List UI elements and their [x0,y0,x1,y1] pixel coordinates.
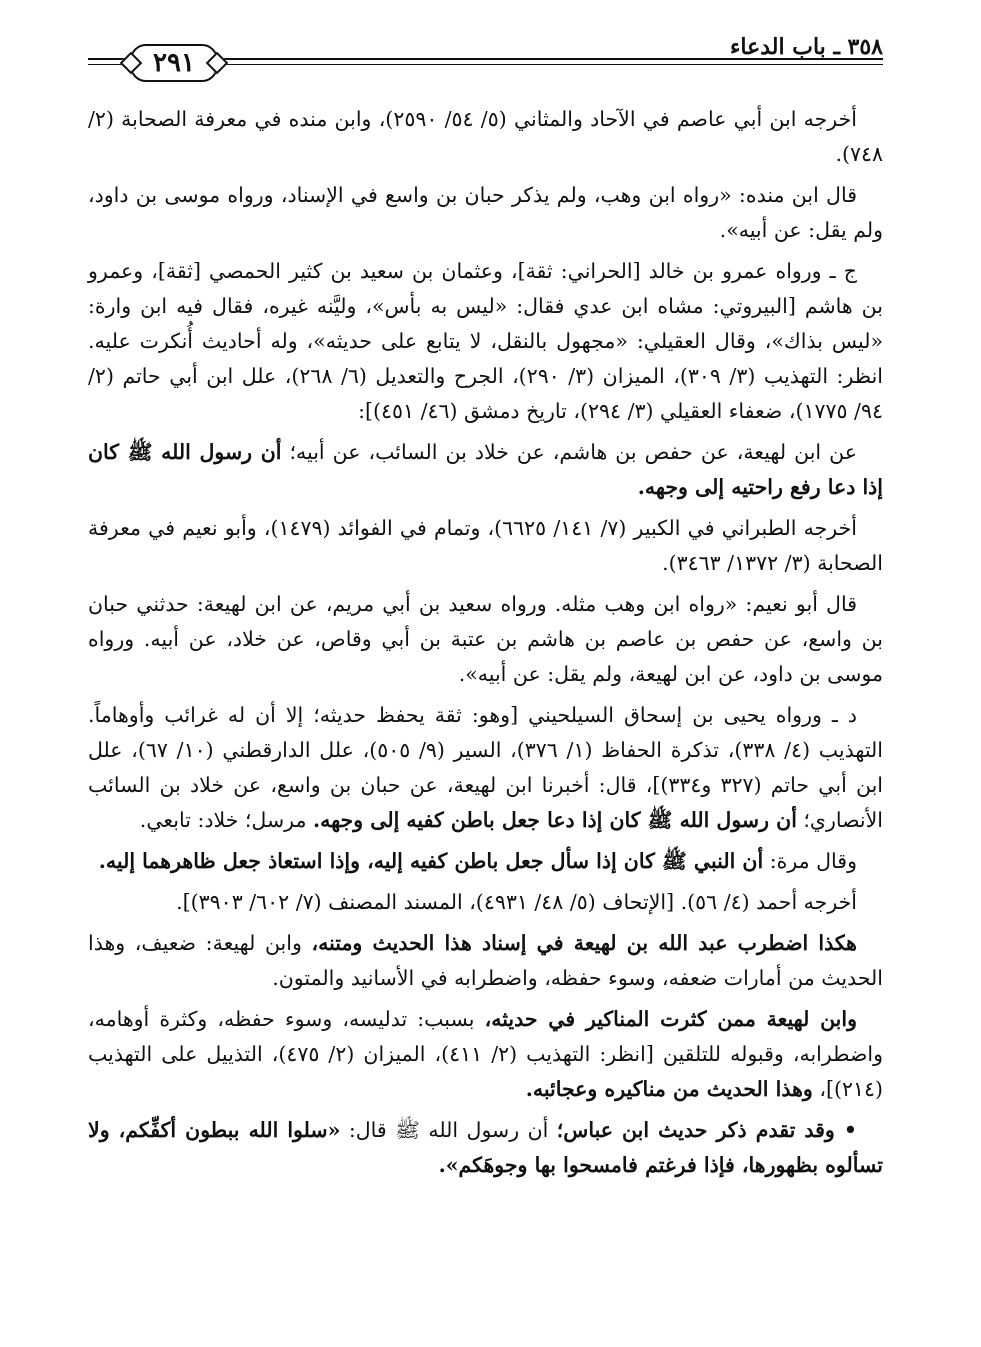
paragraph [88,698,883,838]
bold-text-segment: وهذا الحديث من مناكيره وعجائبه. [525,1077,813,1101]
bold-text-segment: • وقد تقدم ذكر حديث ابن عباس؛ [556,1118,857,1142]
paragraph [88,102,883,172]
paragraph [88,844,883,879]
text-segment: أن رسول الله ﷺ قال: [340,1118,557,1142]
paragraph [88,254,883,429]
text-segment: قال أبو نعيم: «رواه ابن وهب مثله. ورواه سعيد بن أبي مريم، عن ابن لهيعة: حدثني حبان بن واسع، عن حفص بن عاصم بن هاشم بن عتبة بن أبي وقاص، عن خلاد، عن أبيه. ورواه موسى بن داود، عن ابن لهيعة، ولم يقل: عن أبيه». [88,592,883,686]
bold-text-segment: أن رسول الله ﷺ كان إذا دعا جعل باطن كفيه إلى وجهه. [312,808,797,832]
paragraph [88,1002,883,1107]
text-segment: وقال مرة: [763,849,857,873]
page-header [88,30,883,90]
page-number: ٢٩١ [153,48,195,78]
text-segment: عن ابن لهيعة، عن حفص بن هاشم، عن خلاد بن السائب، عن أبيه؛ [281,440,857,464]
bold-text-segment: وابن لهيعة ممن كثرت المناكير في حديثه، [484,1007,857,1031]
paragraph [88,1113,883,1183]
paragraph [88,926,883,996]
text-segment: أخرجه ابن أبي عاصم في الآحاد والمثاني (٥/ ٥٤/ ٢٥٩٠)، وابن منده في معرفة الصحابة (٢/ ٧٤٨). [88,107,883,166]
main-text [88,102,883,1189]
paragraph [88,511,883,581]
paragraph [88,435,883,505]
text-segment: أخرجه الطبراني في الكبير (٧/ ١٤١/ ٦٦٢٥)، وتمام في الفوائد (١٤٧٩)، وأبو نعيم في معرفة الصحابة (٣/ ١٣٧٢/ ٣٤٦٣). [88,516,883,575]
text-segment: د ـ ورواه يحيى بن إسحاق السيلحيني [وهو: ثقة يحفظ حديثه؛ إلا أن له غرائب وأوهاماً. التهذيب (٤/ ٣٣٨)، تذكرة الحفاظ (١/ ٣٧٦)، السير (٩/ ٥٠٥)، علل الدارقطني (١٠/ ٦٧)، علل ابن أبي حاتم (٣٢٧ و٣٣٤)]، قال: أخبرنا ابن لهيعة، عن حبان بن واسع، عن خلاد بن السائب الأنصاري؛ [88,703,883,832]
text-segment: قال ابن منده: «رواه ابن وهب، ولم يذكر حبان بن واسع في الإسناد، ورواه موسى بن داود، ولم يقل: عن أبيه». [88,183,883,242]
bold-text-segment: «سلوا الله ببطون أكفِّكم، ولا تسألوه بظهورها، فإذا فرغتم فامسحوا بها وجوهَكم». [88,1118,883,1177]
text-segment: أخرجه أحمد (٤/ ٥٦). [الإتحاف (٥/ ٤٨/ ٤٩٣١)، المسند المصنف (٧/ ٦٠٢/ ٣٩٠٣)]. [176,890,857,914]
paragraph [88,587,883,692]
running-title: ٣٥٨ ـ باب الدعاء [730,34,883,60]
bold-text-segment: أن رسول الله ﷺ كان إذا دعا رفع راحتيه إلى وجهه. [88,440,883,499]
text-segment: مرسل؛ خلاد: تابعي. [139,808,313,832]
text-segment: بسبب: تدليسه، وسوء حفظه، وكثرة أوهامه، واضطرابه، وقبوله للتلقين [انظر: التهذيب (٢/ ٤١١)، الميزان (٢/ ٤٧٥)، التذييل على التهذيب (٢١٤)]، [88,1007,883,1101]
paragraph [88,178,883,248]
bold-text-segment: أن النبي ﷺ كان إذا سأل جعل باطن كفيه إليه، وإذا استعاذ جعل ظاهرهما إليه. [98,849,764,873]
text-segment: ج ـ ورواه عمرو بن خالد [الحراني: ثقة]، وعثمان بن سعيد بن كثير الحمصي [ثقة]، وعمرو بن هاشم [البيروتي: مشاه ابن عدي فقال: «ليس به بأس»، وليَّنه غيره، فقال فيه ابن وارة: «ليس بذاك»، وقال العقيلي: «مجهول بالنقل، لا يتابع على حديثه»، وله أحاديث أُنكرت عليه. انظر: التهذيب (٣/ ٣٠٩)، الميزان (٣/ ٢٩٠)، الجرح والتعديل (٦/ ٢٦٨)، علل ابن أبي حاتم (٢/ ٩٤/ ١٧٧٥)، ضعفاء العقيلي (٣/ ٢٩٤)، تاريخ دمشق (٤٦/ ٤٥١)]: [88,259,883,423]
paragraph [88,885,883,920]
bold-text-segment: هكذا اضطرب عبد الله بن لهيعة في إسناد هذا الحديث ومتنه، [311,931,857,955]
page-number-badge [130,44,218,82]
text-segment: وابن لهيعة: ضعيف، وهذا الحديث من أمارات ضعفه، وسوء حفظه، واضطرابه في الأسانيد والمتون. [88,931,883,990]
